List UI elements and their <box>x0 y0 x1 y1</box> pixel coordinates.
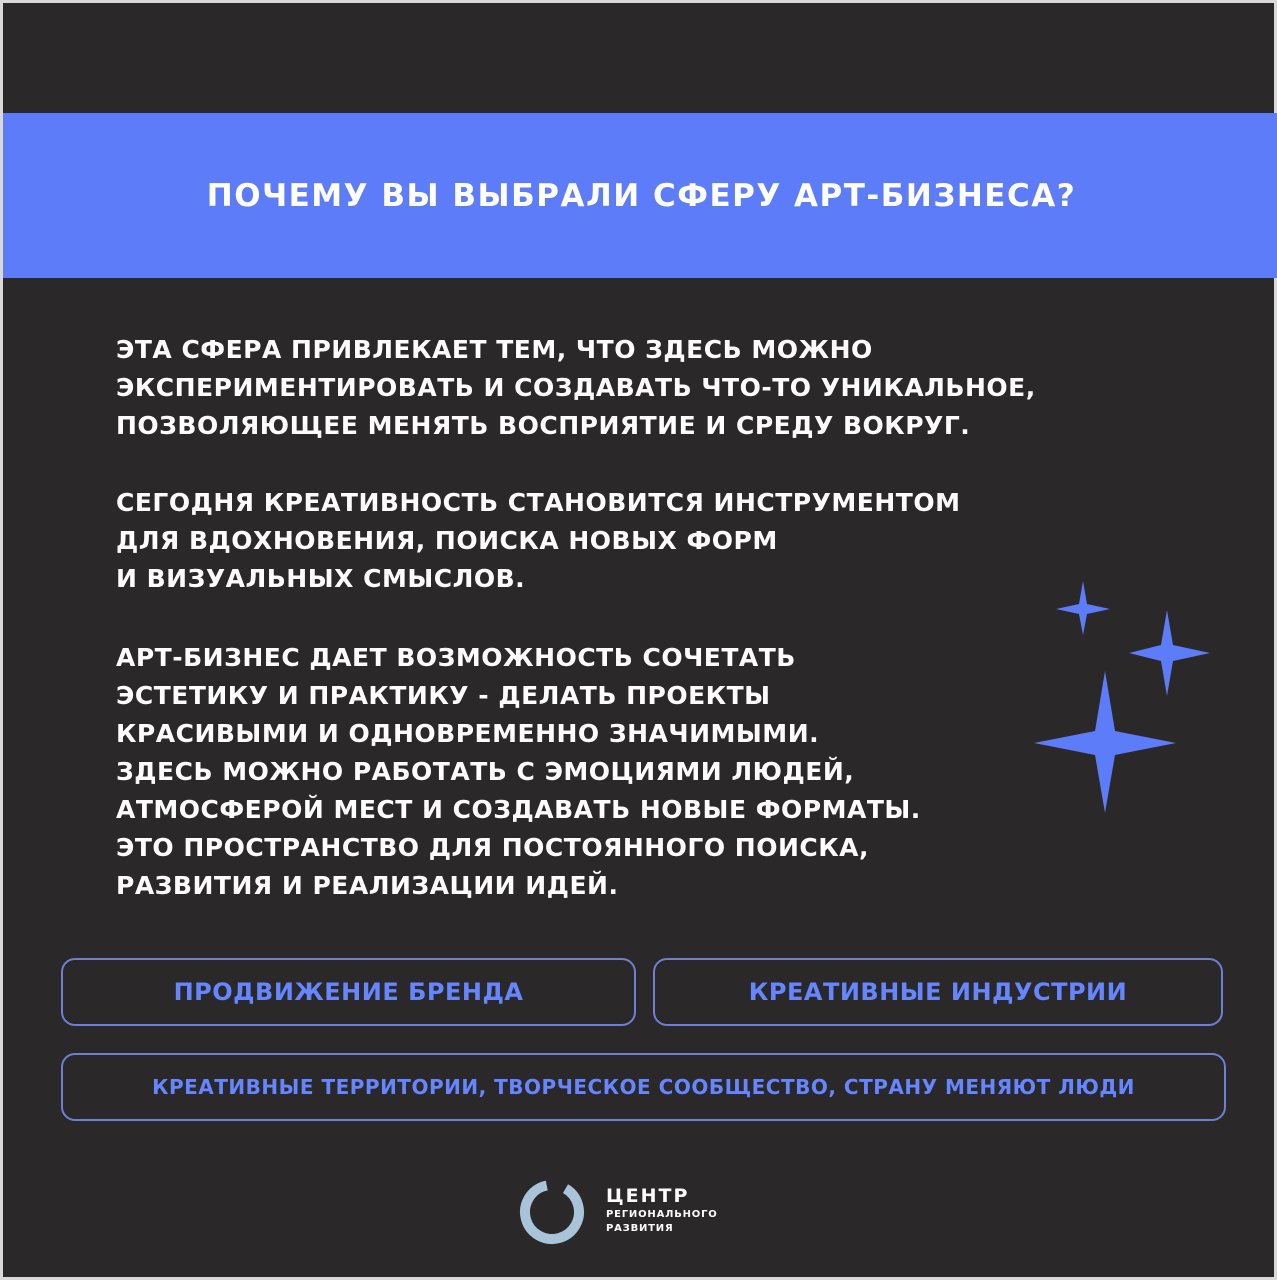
logo-line-1: ЦЕНТР <box>606 1185 690 1207</box>
tag-creative-territories[interactable]: КРЕАТИВНЫЕ ТЕРРИТОРИИ, ТВОРЧЕСКОЕ СООБЩЕСТВО, СТРАНУ МЕНЯЮТ ЛЮДИ <box>61 1053 1226 1121</box>
page-title: ПОЧЕМУ ВЫ ВЫБРАЛИ СФЕРУ АРТ-БИЗНЕСА? <box>206 177 1077 214</box>
title-banner <box>3 113 1277 278</box>
small-star-icon <box>1056 581 1110 635</box>
tag-creative-industries[interactable]: КРЕАТИВНЫЕ ИНДУСТРИИ <box>653 958 1223 1026</box>
paragraph-3: АРТ-БИЗНЕС ДАЕТ ВОЗМОЖНОСТЬ СОЧЕТАТЬ ЭСТЕТИКУ И ПРАКТИКУ - ДЕЛАТЬ ПРОЕКТЫ КРАСИВЫМИ И ОДНОВРЕМЕННО ЗНАЧИМЫМИ. ЗДЕСЬ МОЖНО РАБОТАТЬ С ЭМОЦИЯМИ ЛЮДЕЙ, АТМОСФЕРОЙ МЕСТ И СОЗДАВАТЬ НОВЫЕ ФОРМАТЫ. ЭТО ПРОСТРАНСТВО ДЛЯ ПОСТОЯННОГО ПОИСКА, РАЗВИТИЯ И РЕАЛИЗАЦИИ ИДЕЙ. <box>116 643 921 900</box>
large-star-icon <box>1034 671 1176 813</box>
logo-line-3: РАЗВИТИЯ <box>606 1223 674 1234</box>
medium-star-icon <box>1129 610 1210 696</box>
logo-text <box>606 1186 718 1236</box>
paragraph-1: ЭТА СФЕРА ПРИВЛЕКАЕТ ТЕМ, ЧТО ЗДЕСЬ МОЖНО ЭКСПЕРИМЕНТИРОВАТЬ И СОЗДАВАТЬ ЧТО-ТО УНИКАЛЬНОЕ, ПОЗВОЛЯЮЩЕЕ МЕНЯТЬ ВОСПРИЯТИЕ И СРЕДУ ВОКРУГ. <box>116 335 1036 440</box>
logo-ring-icon <box>518 1178 586 1246</box>
tag-brand-promotion[interactable]: ПРОДВИЖЕНИЕ БРЕНДА <box>61 958 636 1026</box>
sparkle-stars-icon <box>1028 578 1248 823</box>
paragraph-2: СЕГОДНЯ КРЕАТИВНОСТЬ СТАНОВИТСЯ ИНСТРУМЕНТОМ ДЛЯ ВДОХНОВЕНИЯ, ПОИСКА НОВЫХ ФОРМ И ВИЗУАЛЬНЫХ СМЫСЛОВ. <box>116 488 961 593</box>
logo-line-2: РЕГИОНАЛЬНОГО <box>606 1209 718 1220</box>
